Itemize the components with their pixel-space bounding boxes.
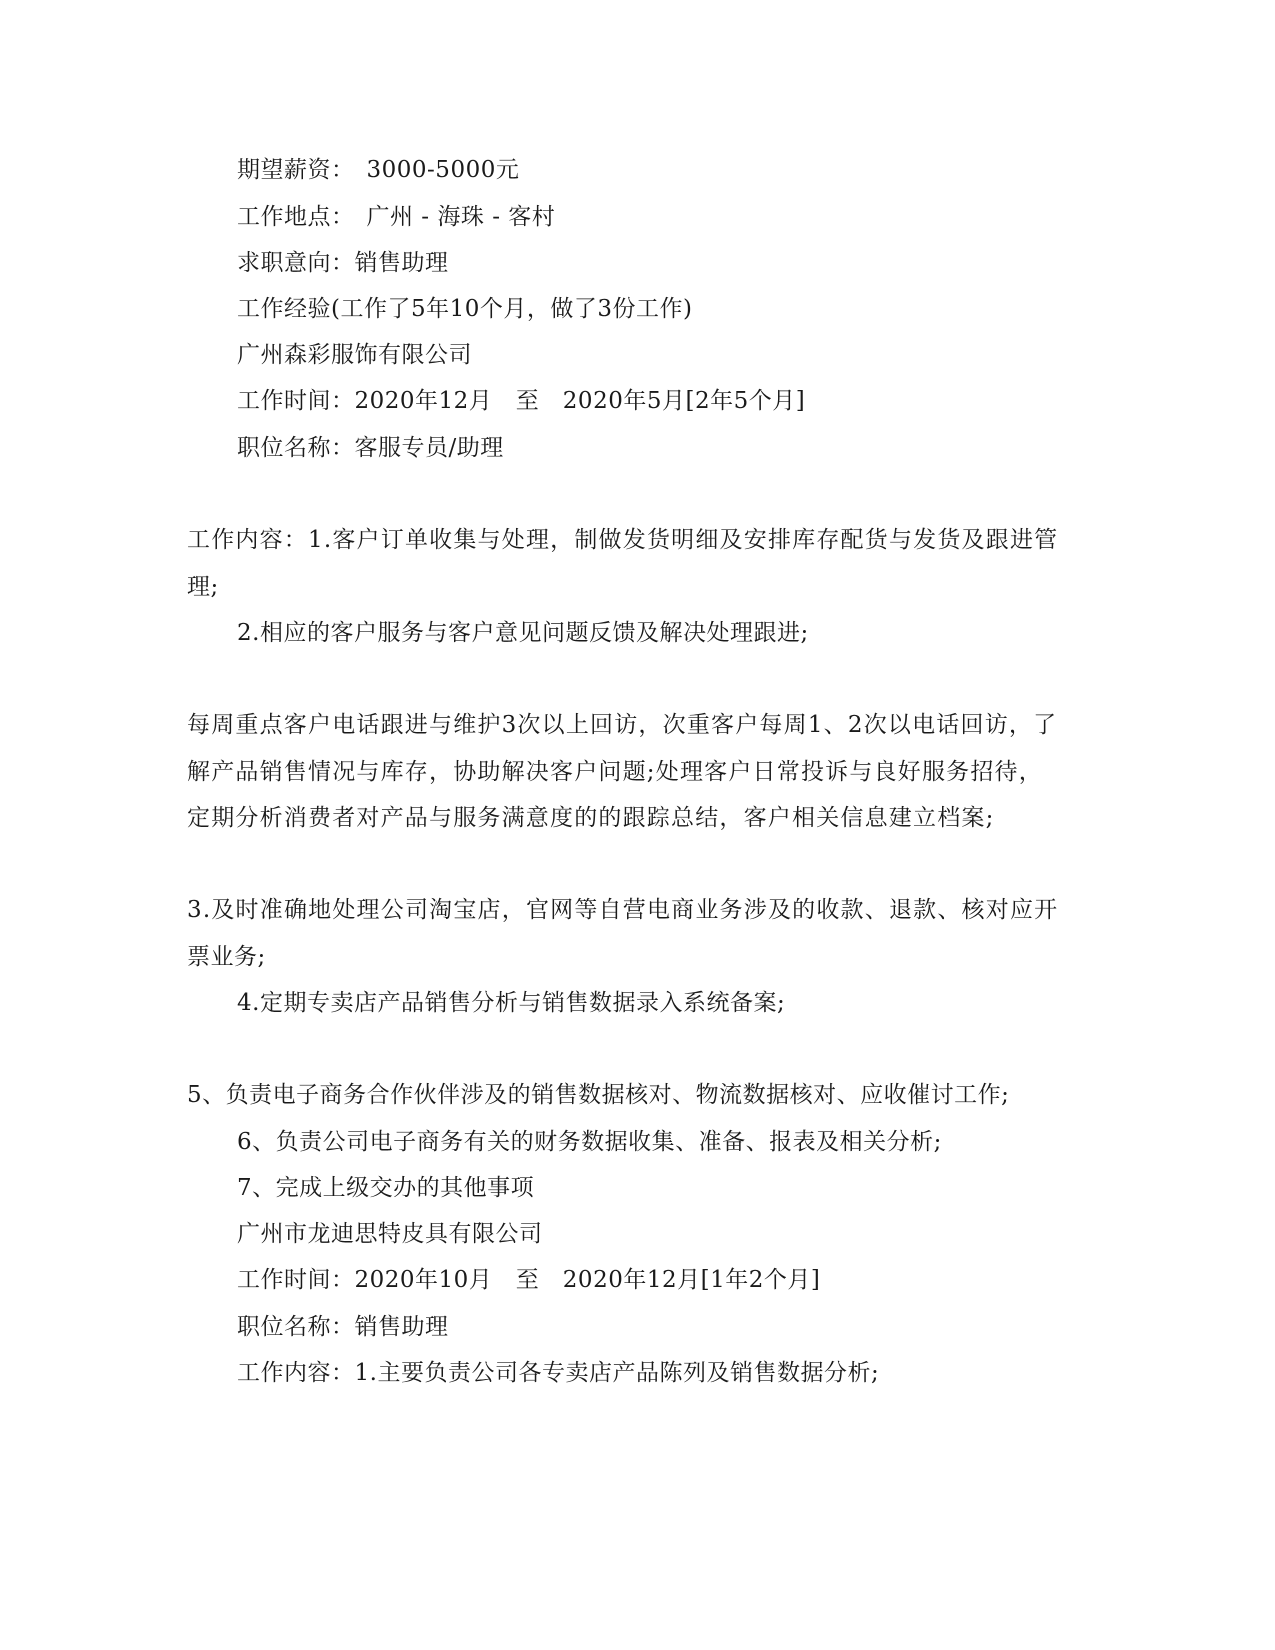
position-title-1: 职位名称：客服专员/助理 — [237, 435, 504, 461]
work-content-item-2: 2.相应的客户服务与客户意见问题反馈及解决处理跟进; — [237, 620, 809, 646]
work-content-item-7: 7、完成上级交办的其他事项 — [237, 1175, 535, 1201]
paragraph-line-2: 解产品销售情况与库存，协助解决客户问题;处理客户日常投诉与良好服务招待， — [187, 759, 1043, 785]
work-time-2: 工作时间：2020年10月 至 2020年12月[1年2个月] — [237, 1267, 821, 1293]
company-name-2: 广州市龙迪思特皮具有限公司 — [237, 1221, 543, 1247]
work-content-2: 工作内容：1.主要负责公司各专卖店产品陈列及销售数据分析; — [237, 1360, 880, 1386]
paragraph-line-1: 每周重点客户电话跟进与维护3次以上回访，次重客户每周1、2次以电话回访，了 — [187, 712, 1058, 738]
job-intention-line: 求职意向：销售助理 — [237, 250, 449, 276]
work-location-line: 工作地点： 广州 - 海珠 - 客村 — [237, 204, 556, 230]
work-content-item-6: 6、负责公司电子商务有关的财务数据收集、准备、报表及相关分析; — [237, 1129, 942, 1155]
expected-salary-line: 期望薪资： 3000-5000元 — [237, 157, 520, 183]
paragraph-line-3: 定期分析消费者对产品与服务满意度的的跟踪总结，客户相关信息建立档案; — [187, 805, 995, 831]
company-name-1: 广州森彩服饰有限公司 — [237, 342, 472, 368]
work-content-item-3-line-1: 3.及时准确地处理公司淘宝店，官网等自营电商业务涉及的收款、退款、核对应开 — [187, 897, 1059, 923]
work-content-item-3-line-2: 票业务; — [187, 944, 266, 970]
work-content-item-5: 5、负责电子商务合作伙伴涉及的销售数据核对、物流数据核对、应收催讨工作; — [187, 1082, 1010, 1108]
work-content-line-2: 理; — [187, 574, 219, 600]
work-time-1: 工作时间：2020年12月 至 2020年5月[2年5个月] — [237, 388, 806, 414]
position-title-2: 职位名称：销售助理 — [237, 1314, 449, 1340]
work-experience-line: 工作经验(工作了5年10个月，做了3份工作) — [237, 296, 693, 322]
work-content-item-4: 4.定期专卖店产品销售分析与销售数据录入系统备案; — [237, 990, 786, 1016]
work-content-line-1: 工作内容：1.客户订单收集与处理，制做发货明细及安排库存配货与发货及跟进管 — [187, 527, 1059, 553]
